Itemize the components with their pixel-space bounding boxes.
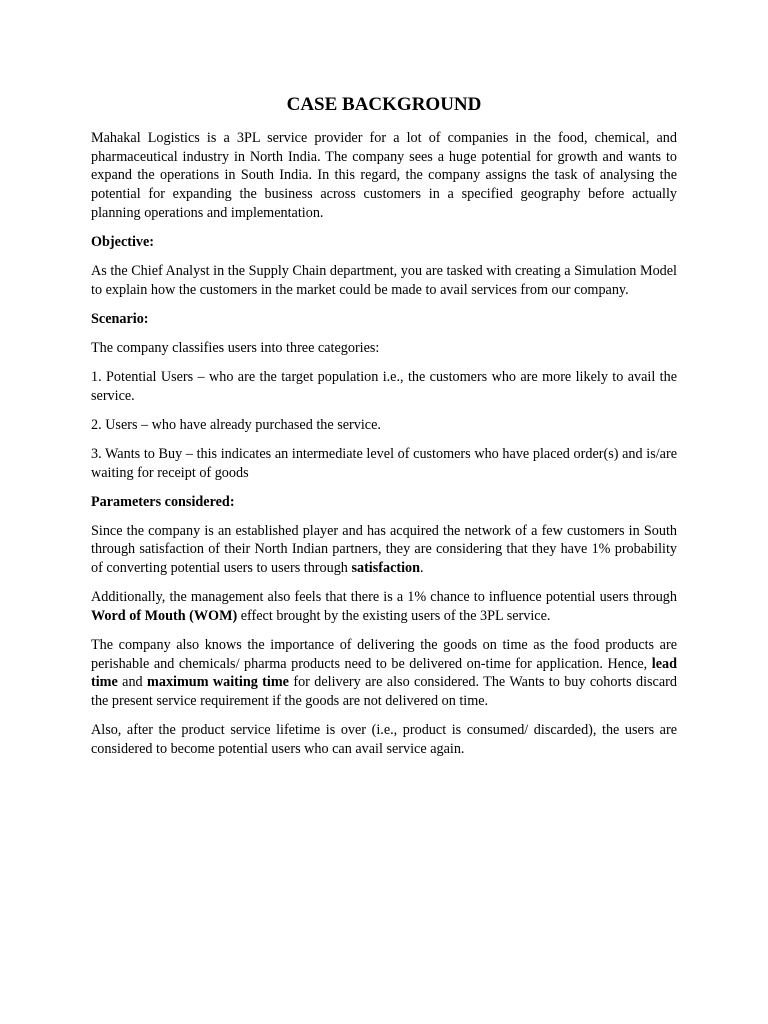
satisfaction-term: satisfaction <box>351 560 421 577</box>
document-title: CASE BACKGROUND <box>286 94 482 115</box>
lead-time-text-2: and <box>117 674 148 691</box>
lead-time-term: lead time <box>91 655 677 691</box>
objective-paragraph: As the Chief Analyst in the Supply Chain department, you are tasked with creating a Simulation Model to explain how the customers in the market could be made to avail services from our company. <box>91 263 677 298</box>
satisfaction-paragraph <box>91 522 677 578</box>
scenario-heading: Scenario: <box>91 310 149 327</box>
lead-time-text-1: The company also knows the importance of delivering the goods on time as the food products are perishable and chemicals/ pharma products need to be delivered on-time for application. Hence, <box>91 637 677 672</box>
document-page <box>91 93 677 769</box>
category-users: 2. Users – who have already purchased the service. <box>91 416 381 433</box>
satisfaction-text: Since the company is an established player and has acquired the network of a few customers in South through satisfaction of their North Indian partners, they are considering that they have 1% probability of converting potential users to users through <box>91 522 677 577</box>
scenario-intro: The company classifies users into three categories: <box>91 339 380 356</box>
parameters-heading: Parameters considered: <box>91 493 235 510</box>
wom-paragraph <box>91 588 677 625</box>
objective-heading: Objective: <box>91 233 155 250</box>
wom-text: Additionally, the management also feels that there is a 1% chance to influence potential users through <box>91 589 677 606</box>
max-waiting-time-term: maximum waiting time <box>147 674 289 691</box>
lead-time-paragraph <box>91 636 677 711</box>
category-potential-users: 1. Potential Users – who are the target population i.e., the customers who are more likely to avail the service. <box>91 368 677 404</box>
lifetime-paragraph: Also, after the product service lifetime is over (i.e., product is consumed/ discarded), the users are considered to become potential users who can avail service again. <box>91 722 677 757</box>
satisfaction-end: . <box>420 560 424 577</box>
category-wants-to-buy: 3. Wants to Buy – this indicates an intermediate level of customers who have placed order(s) and is/are waiting for receipt of goods <box>91 445 677 481</box>
wom-term: Word of Mouth (WOM) <box>91 607 238 624</box>
intro-paragraph: Mahakal Logistics is a 3PL service provider for a lot of companies in the food, chemical, and pharmaceutical industry in North India. The company sees a huge potential for growth and wants to expand the operations in South India. In this regard, the company assigns the task of analysing the potential for expanding the business across customers in a specified geography before actually planning operations and implementation. <box>91 130 677 221</box>
lead-time-text-3: for delivery are also considered. The Wants to buy cohorts discard the present service requirement if the goods are not delivered on time. <box>91 674 677 710</box>
wom-end: effect brought by the existing users of the 3PL service. <box>237 607 551 624</box>
